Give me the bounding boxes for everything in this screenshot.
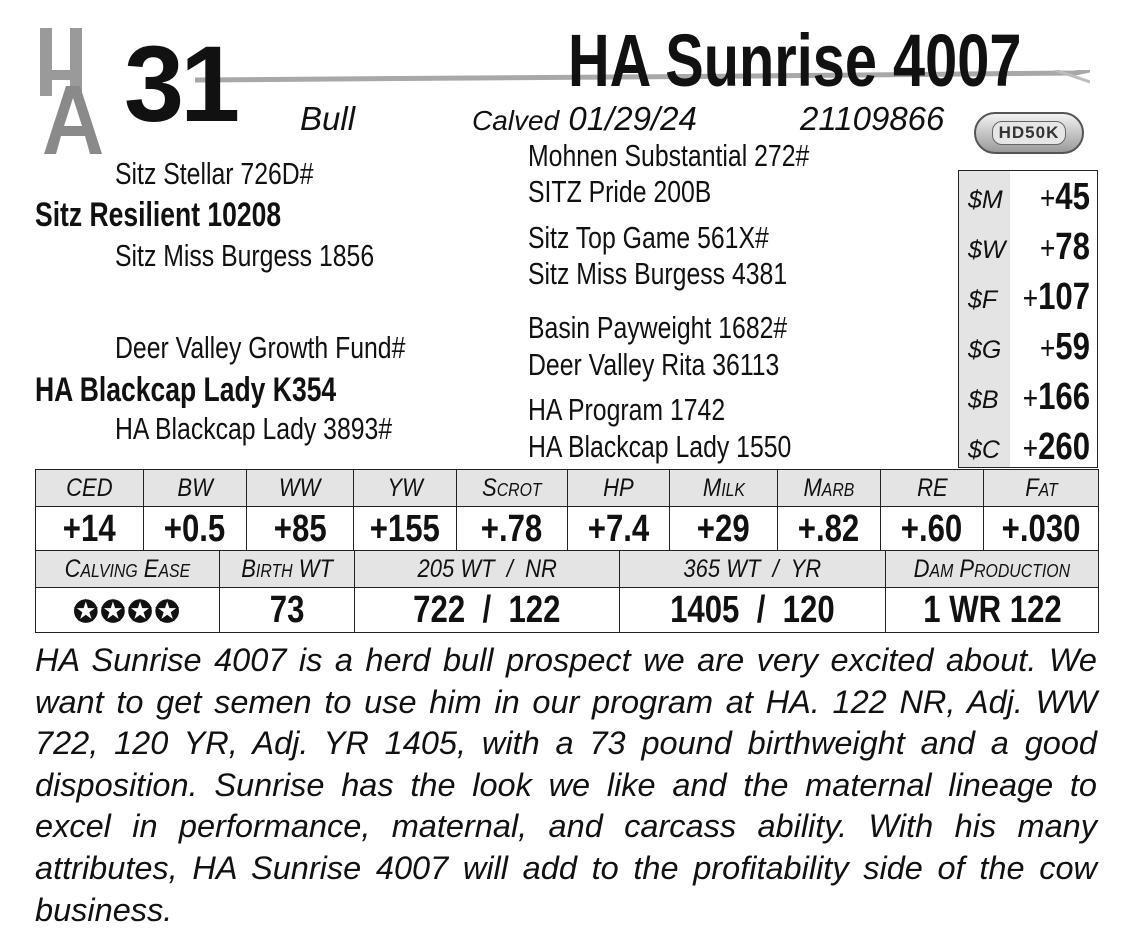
sire: Sitz Resilient 10208 (35, 196, 282, 234)
epd-value-yw: +155 (354, 507, 457, 552)
index-row-f: $F +107 (968, 276, 1090, 318)
sire-dam-dam: Sitz Miss Burgess 4381 (528, 256, 788, 291)
epd-header-row (36, 470, 1099, 507)
dam-dam-dam: HA Blackcap Lady 1550 (528, 429, 792, 464)
lot-number: 31 (124, 23, 237, 144)
sire-sire-dam: SITZ Pride 200B (528, 174, 712, 209)
sire-sire-sire: Mohnen Substantial 272# (528, 138, 810, 173)
sire-dam-sire: Sitz Top Game 561X# (528, 220, 769, 255)
epd-header-marb: Marb (778, 470, 881, 507)
epd-header-scrot: Scrot (457, 470, 568, 507)
epd-header-yw: YW (354, 470, 457, 507)
epd-header-ww: WW (247, 470, 354, 507)
calved-date: Calved 01/29/24 (472, 100, 697, 137)
dam-sire-sire: Basin Payweight 1682# (528, 310, 788, 345)
epd-header-fat: Fat (984, 470, 1099, 507)
index-row-m: $M +45 (968, 176, 1090, 218)
index-row-w: $W +78 (968, 226, 1090, 268)
dam-sire-dam: Deer Valley Rita 36113 (528, 347, 780, 382)
performance-value-row (36, 588, 1099, 633)
epd-header-milk: Milk (670, 470, 778, 507)
performance-table (35, 550, 1099, 633)
hd50k-badge: HD50K (974, 112, 1084, 154)
perf-value-dam-production: 1 WR 122 (886, 588, 1099, 633)
perf-header-dam-production: Dam Production (886, 551, 1099, 588)
perf-header-205-wt: 205 WT / NR (355, 551, 620, 588)
registration-number: 21109866 (800, 100, 945, 137)
index-row-g: $G +59 (968, 326, 1090, 368)
ha-logo (36, 26, 116, 156)
perf-header-birth-wt: Birth WT (220, 551, 355, 588)
epd-value-ced: +14 (36, 507, 144, 552)
index-row-c: $C +260 (968, 426, 1090, 468)
epd-value-milk: +29 (670, 507, 778, 552)
epd-value-hp: +7.4 (568, 507, 670, 552)
star-icon: ✪✪✪✪ (73, 595, 182, 629)
epd-header-ced: CED (36, 470, 144, 507)
dam: HA Blackcap Lady K354 (35, 371, 337, 409)
epd-header-re: RE (881, 470, 984, 507)
epd-table (35, 469, 1099, 552)
sire-dam: Sitz Miss Burgess 1856 (115, 238, 375, 273)
epd-header-bw: BW (144, 470, 247, 507)
epd-value-marb: +.82 (778, 507, 881, 552)
perf-value-birth-wt: 73 (220, 588, 355, 633)
dam-sire: Deer Valley Growth Fund# (115, 330, 406, 365)
sire-sire: Sitz Stellar 726D# (115, 156, 314, 191)
perf-value-205-wt: 722 / 122 (355, 588, 620, 633)
performance-header-row (36, 551, 1099, 588)
calving-ease-stars (36, 588, 220, 633)
epd-value-fat: +.030 (984, 507, 1099, 552)
epd-value-scrot: +.78 (457, 507, 568, 552)
perf-value-365-wt: 1405 / 120 (620, 588, 886, 633)
perf-header-calving-ease: Calving Ease (36, 551, 220, 588)
epd-value-row (36, 507, 1099, 552)
sex-label: Bull (300, 100, 356, 137)
dam-dam: HA Blackcap Lady 3893# (115, 411, 393, 446)
epd-value-re: +.60 (881, 507, 984, 552)
epd-value-bw: +0.5 (144, 507, 247, 552)
epd-header-hp: HP (568, 470, 670, 507)
epd-value-ww: +85 (247, 507, 354, 552)
dam-dam-sire: HA Program 1742 (528, 392, 726, 427)
index-row-b: $B +166 (968, 376, 1090, 418)
description-paragraph: HA Sunrise 4007 is a herd bull prospect we are very excited about. We want to get semen to use him in our program at HA. 122 NR, Adj. WW 722, 120 YR, Adj. YR 1405, with a 73 pound birthweight and a good disposition. Sunrise has the look we like and the maternal lineage to excel in performance, maternal, and carcass ability. With his many attributes, HA Sunrise 4007 will add to the profitability side of the cow business. (35, 642, 1097, 928)
animal-name: HA Sunrise 4007 (568, 19, 1022, 102)
perf-header-365-wt: 365 WT / YR (620, 551, 886, 588)
